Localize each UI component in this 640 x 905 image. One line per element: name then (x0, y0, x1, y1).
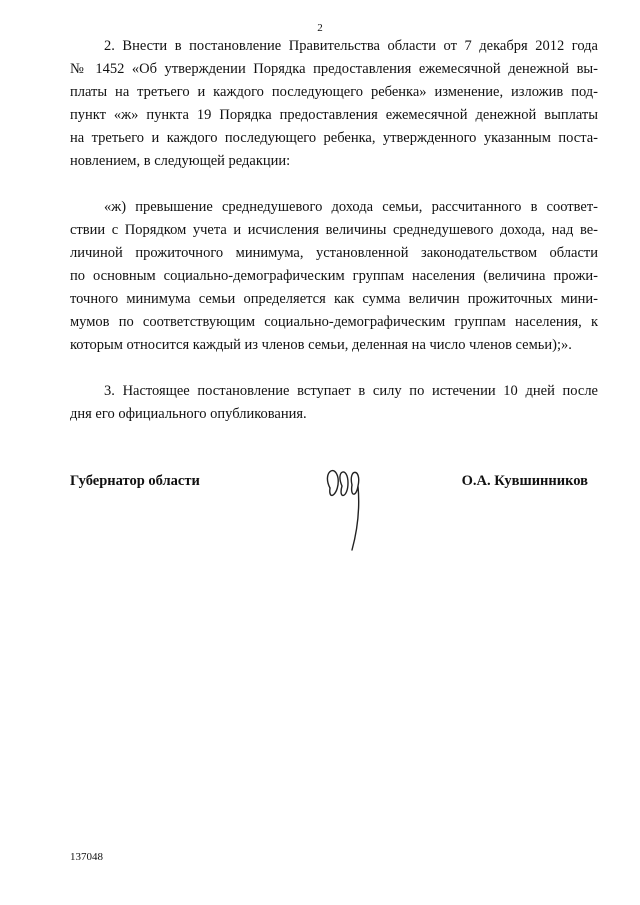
paragraph-line: № 1452 «Об утверждении Порядка предоставления ежемесячной денежной вы- (70, 61, 598, 77)
paragraph-line: дня его официального опубликования. (70, 406, 307, 422)
signer-title: Губернатор области (70, 473, 200, 489)
subparagraph-zh (70, 196, 598, 357)
paragraph-line: новлением, в следующей редакции: (70, 153, 291, 169)
paragraph-line: платы на третьего и каждого последующего ребенка» изменение, изложив под- (70, 84, 598, 100)
paragraph-line: 3. Настоящее постановление вступает в силу по истечении 10 дней после (104, 383, 598, 399)
paragraph-line: по основным социально-демографическим группам населения (величина прожи- (70, 268, 598, 284)
paragraph-line: 2. Внести в постановление Правительства области от 7 декабря 2012 года (104, 38, 598, 54)
paragraph-line: «ж) превышение среднедушевого дохода семьи, рассчитанного в соответ- (104, 199, 598, 215)
paragraph-line: которым относится каждый из членов семьи, деленная на число членов семьи);». (70, 337, 572, 353)
paragraph-3 (70, 380, 598, 426)
document-code: 137048 (70, 851, 103, 863)
page-number: 2 (317, 22, 323, 34)
paragraph-line: ствии с Порядком учета и исчисления величины среднедушевого дохода, над ве- (70, 222, 598, 238)
paragraph-line: точного минимума семьи определяется как сумма величин прожиточных мини- (70, 291, 598, 307)
paragraph-line: пункт «ж» пункта 19 Порядка предоставления ежемесячной денежной выплаты (70, 107, 598, 123)
signature-block (70, 468, 598, 568)
paragraph-line: на третьего и каждого последующего ребенка, утвержденного указанным поста- (70, 130, 598, 146)
paragraph-line: личиной прожиточного минимума, установленной законодательством области (70, 245, 598, 261)
paragraph-2 (70, 35, 598, 173)
handwritten-signature (320, 458, 370, 558)
paragraph-line: мумов по соответствующим социально-демографическим группам населения, к (70, 314, 598, 330)
signer-name: О.А. Кувшинников (461, 473, 588, 489)
